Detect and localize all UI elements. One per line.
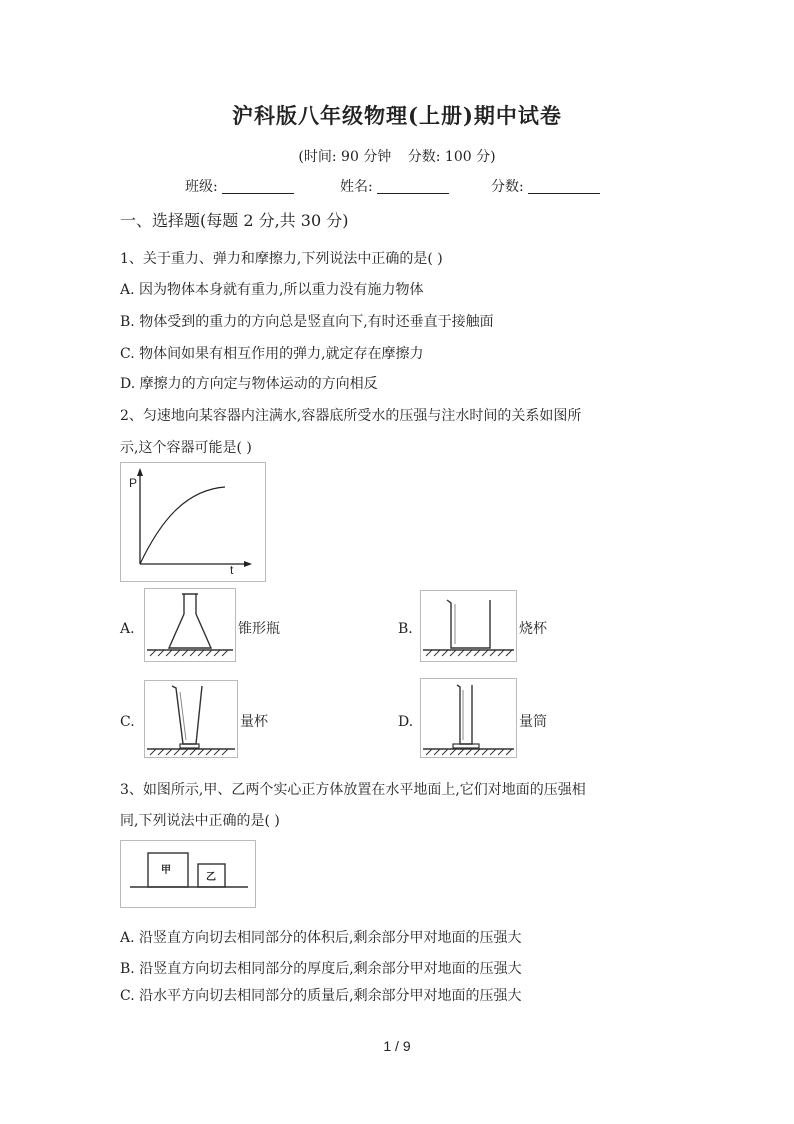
cup-ground-hatch [150,749,228,755]
class-blank [222,179,294,194]
block-jia-label: 甲 [161,865,171,876]
graph-svg [120,462,266,582]
beaker-figure [420,590,517,662]
exam-time: (时间: 90 分钟 [298,149,392,165]
q2-option-a-letter: A. [120,621,135,637]
q3-option-c: C. 沿水平方向切去相同部分的质量后,剩余部分甲对地面的压强大 [120,988,522,1004]
block-yi-label: 乙 [206,872,216,883]
cup-svg [144,680,238,758]
q2-option-a-name: 锥形瓶 [238,621,280,637]
graph-x-label: t [230,563,234,577]
beaker-frame [421,591,517,662]
cylinder-frame [421,679,517,758]
beaker-outline [447,600,490,648]
cylinder-svg [420,678,517,758]
cubes-figure [120,840,256,908]
flask-outline [169,594,211,648]
q1-option-d: D. 摩擦力的方向定与物体运动的方向相反 [120,376,378,392]
name-blank [377,179,449,194]
cylinder-ground-hatch [426,749,512,755]
class-field [185,176,294,196]
cylinder-outline [457,685,472,744]
q3-stem-line2: 同,下列说法中正确的是( ) [120,813,280,829]
graph-y-label: P [129,476,138,490]
pressure-time-graph [120,462,266,582]
page-title: 沪科版八年级物理(上册)期中试卷 [232,103,562,128]
page-number: 1 / 9 [383,1038,411,1054]
section-heading: 一、选择题(每题 2 分,共 30 分) [120,211,349,230]
flask-ground-hatch [150,650,228,656]
q2-option-b-name: 烧杯 [519,621,547,637]
q2-option-b-letter: B. [398,621,413,637]
cubes-svg [120,840,256,908]
name-label: 姓名: [340,179,373,195]
q1-stem: 1、关于重力、弹力和摩擦力,下列说法中正确的是( ) [120,251,443,267]
score-blank [528,179,600,194]
beaker-ground-hatch [426,650,512,656]
name-field [340,176,449,196]
cup-base [180,744,199,748]
class-label: 班级: [185,179,218,195]
pressure-curve [140,487,225,564]
exam-meta [0,146,794,166]
beaker-svg [420,590,517,662]
q1-option-c: C. 物体间如果有相互作用的弹力,就定存在摩擦力 [120,346,424,362]
q2-option-d-name: 量筒 [519,714,547,730]
cup-frame [145,681,238,758]
q2-option-c-letter: C. [120,714,135,730]
q2-option-c-name: 量杯 [240,714,268,730]
score-label: 分数: [491,179,524,195]
exam-total-score: 分数: 100 分) [407,149,496,165]
flask-svg [144,588,236,662]
q2-option-d-letter: D. [398,714,414,730]
q2-stem-line1: 2、匀速地向某容器内注满水,容器底所受水的压强与注水时间的关系如图所 [120,408,582,424]
conical-flask-figure [144,588,236,662]
cup-outline [172,686,202,744]
q3-stem-line1: 3、如图所示,甲、乙两个实心正方体放置在水平地面上,它们对地面的压强相 [120,782,586,798]
q1-option-b: B. 物体受到的重力的方向总是竖直向下,有时还垂直于接触面 [120,314,494,330]
q2-stem-line2: 示,这个容器可能是( ) [120,440,252,456]
q3-option-b: B. 沿竖直方向切去相同部分的厚度后,剩余部分甲对地面的压强大 [120,961,522,977]
q3-option-a: A. 沿竖直方向切去相同部分的体积后,剩余部分甲对地面的压强大 [120,930,522,946]
score-field [491,176,600,196]
cylinder-base [453,744,479,748]
y-axis-arrow [137,468,143,476]
graduated-cylinder-figure [420,678,517,758]
measuring-cup-figure [144,680,238,758]
x-axis-arrow [244,561,252,567]
q1-option-a: A. 因为物体本身就有重力,所以重力没有施力物体 [120,282,424,298]
